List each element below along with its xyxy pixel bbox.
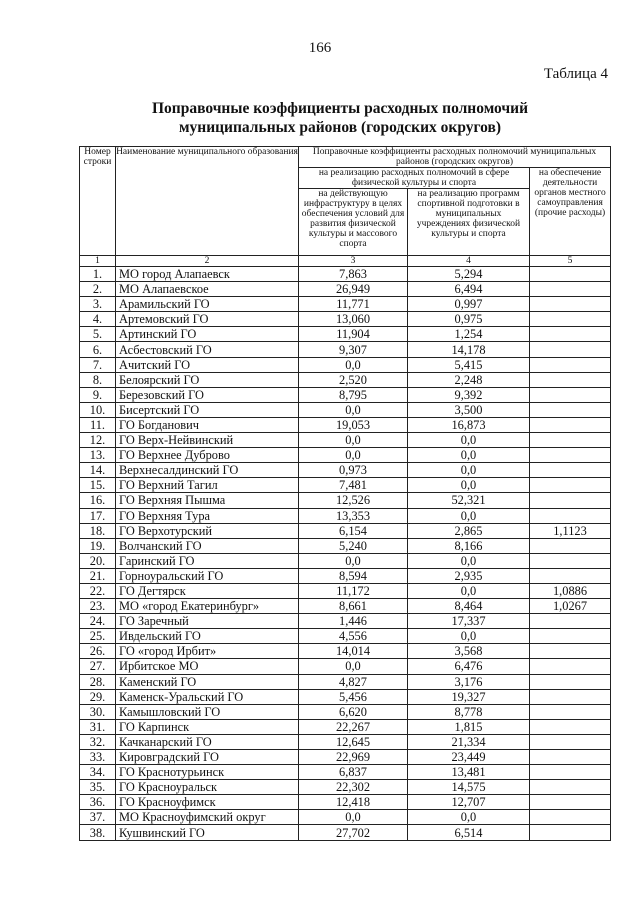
table-row (80, 297, 611, 312)
row-number: 10. (80, 402, 116, 417)
infrastructure-coef: 0,0 (299, 659, 408, 674)
sport-training-coef: 23,449 (408, 750, 530, 765)
row-number: 8. (80, 372, 116, 387)
infrastructure-coef: 7,863 (299, 267, 408, 282)
municipality-name: МО Красноуфимский округ (116, 810, 299, 825)
sport-training-coef: 1,254 (408, 327, 530, 342)
page-number: 166 (308, 40, 332, 56)
infrastructure-coef: 9,307 (299, 342, 408, 357)
column-number-3: 3 (299, 256, 408, 267)
row-number: 21. (80, 568, 116, 583)
local-gov-coef (530, 402, 611, 417)
municipality-name: ГО Заречный (116, 614, 299, 629)
local-gov-coef (530, 825, 611, 840)
municipality-name: МО Алапаевское (116, 282, 299, 297)
table-row (80, 553, 611, 568)
municipality-name: Арамильский ГО (116, 297, 299, 312)
coefficients-table (79, 146, 611, 841)
table-row (80, 402, 611, 417)
title-line-2: муниципальных районов (городских округов) (178, 119, 502, 136)
municipality-name: Верхнесалдинский ГО (116, 463, 299, 478)
sport-training-coef: 52,321 (408, 493, 530, 508)
municipality-name: Каменск-Уральский ГО (116, 689, 299, 704)
infrastructure-coef: 6,837 (299, 765, 408, 780)
table-row (80, 614, 611, 629)
local-gov-coef (530, 614, 611, 629)
row-number: 18. (80, 523, 116, 538)
sport-training-coef: 2,865 (408, 523, 530, 538)
table-row (80, 825, 611, 840)
table-row (80, 599, 611, 614)
table-row (80, 568, 611, 583)
sport-training-coef: 6,494 (408, 282, 530, 297)
row-number: 5. (80, 327, 116, 342)
row-number: 36. (80, 795, 116, 810)
municipality-name: Кушвинский ГО (116, 825, 299, 840)
municipality-name: ГО Верхний Тагил (116, 478, 299, 493)
local-gov-coef: 1,1123 (530, 523, 611, 538)
municipality-name: Ирбитское МО (116, 659, 299, 674)
sport-training-coef: 1,815 (408, 719, 530, 734)
row-number: 30. (80, 704, 116, 719)
sport-training-coef: 3,176 (408, 674, 530, 689)
infrastructure-coef: 22,267 (299, 719, 408, 734)
row-number: 23. (80, 599, 116, 614)
local-gov-coef (530, 644, 611, 659)
row-number: 7. (80, 357, 116, 372)
infrastructure-coef: 13,060 (299, 312, 408, 327)
infrastructure-coef: 12,418 (299, 795, 408, 810)
local-gov-coef: 1,0886 (530, 583, 611, 598)
sport-training-coef: 0,0 (408, 810, 530, 825)
row-number: 29. (80, 689, 116, 704)
column-number-1: 1 (80, 256, 116, 267)
municipality-name: ГО Карпинск (116, 719, 299, 734)
sport-training-coef: 2,935 (408, 568, 530, 583)
row-number: 37. (80, 810, 116, 825)
table-row (80, 417, 611, 432)
sport-training-coef: 17,337 (408, 614, 530, 629)
column-number-2: 2 (116, 256, 299, 267)
sport-training-coef: 0,975 (408, 312, 530, 327)
sport-training-coef: 14,575 (408, 780, 530, 795)
table-row (80, 327, 611, 342)
table-row (80, 629, 611, 644)
sport-training-coef: 6,476 (408, 659, 530, 674)
local-gov-coef (530, 387, 611, 402)
sport-training-coef: 0,0 (408, 508, 530, 523)
table-row (80, 795, 611, 810)
municipality-name: ГО Верхотурский (116, 523, 299, 538)
row-number: 13. (80, 448, 116, 463)
infrastructure-coef: 0,0 (299, 433, 408, 448)
row-number: 9. (80, 387, 116, 402)
infrastructure-coef: 0,0 (299, 402, 408, 417)
title-line-1: Поправочные коэффициенты расходных полномочий (151, 100, 529, 117)
local-gov-coef (530, 734, 611, 749)
row-number: 14. (80, 463, 116, 478)
row-number: 22. (80, 583, 116, 598)
sport-training-coef: 0,0 (408, 553, 530, 568)
infrastructure-coef: 11,172 (299, 583, 408, 598)
infrastructure-coef: 2,520 (299, 372, 408, 387)
table-row (80, 508, 611, 523)
row-number: 15. (80, 478, 116, 493)
local-gov-coef (530, 674, 611, 689)
infrastructure-coef: 11,904 (299, 327, 408, 342)
local-gov-coef (530, 508, 611, 523)
local-gov-coef (530, 357, 611, 372)
local-gov-coef (530, 765, 611, 780)
local-gov-coef (530, 327, 611, 342)
municipality-name: Асбестовский ГО (116, 342, 299, 357)
municipality-name: ГО Верхняя Пышма (116, 493, 299, 508)
row-number: 26. (80, 644, 116, 659)
municipality-name: Горноуральский ГО (116, 568, 299, 583)
infrastructure-coef: 8,594 (299, 568, 408, 583)
infrastructure-coef: 26,949 (299, 282, 408, 297)
sport-training-coef: 19,327 (408, 689, 530, 704)
infrastructure-coef: 6,620 (299, 704, 408, 719)
row-number: 24. (80, 614, 116, 629)
municipality-name: Кировградский ГО (116, 750, 299, 765)
infrastructure-coef: 0,0 (299, 553, 408, 568)
infrastructure-coef: 4,556 (299, 629, 408, 644)
local-gov-coef (530, 795, 611, 810)
local-gov-coef (530, 372, 611, 387)
sport-training-coef: 6,514 (408, 825, 530, 840)
row-number: 17. (80, 508, 116, 523)
row-number: 33. (80, 750, 116, 765)
local-gov-coef (530, 659, 611, 674)
municipality-name: МО «город Екатеринбург» (116, 599, 299, 614)
municipality-name: ГО Верхнее Дуброво (116, 448, 299, 463)
table-row (80, 750, 611, 765)
local-gov-coef (530, 433, 611, 448)
column-numbers-row (80, 256, 611, 267)
infrastructure-coef: 19,053 (299, 417, 408, 432)
sport-training-coef: 2,248 (408, 372, 530, 387)
sport-training-coef: 9,392 (408, 387, 530, 402)
row-number: 11. (80, 417, 116, 432)
municipality-name: ГО Дегтярск (116, 583, 299, 598)
table-row (80, 674, 611, 689)
table-row (80, 810, 611, 825)
row-number: 25. (80, 629, 116, 644)
row-number: 34. (80, 765, 116, 780)
local-gov-coef (530, 297, 611, 312)
municipality-name: ГО Краснотурьинск (116, 765, 299, 780)
sport-training-coef: 3,500 (408, 402, 530, 417)
row-number: 6. (80, 342, 116, 357)
sport-training-coef: 14,178 (408, 342, 530, 357)
row-number: 32. (80, 734, 116, 749)
local-gov-coef (530, 568, 611, 583)
table-label: Таблица 4 (543, 66, 608, 82)
table-row (80, 372, 611, 387)
sport-training-coef: 0,0 (408, 478, 530, 493)
municipality-name: Белоярский ГО (116, 372, 299, 387)
table-row (80, 267, 611, 282)
local-gov-coef (530, 417, 611, 432)
infrastructure-coef: 1,446 (299, 614, 408, 629)
row-number: 1. (80, 267, 116, 282)
sport-training-coef: 13,481 (408, 765, 530, 780)
local-gov-coef (530, 780, 611, 795)
table-row (80, 538, 611, 553)
table-row (80, 523, 611, 538)
infrastructure-coef: 0,973 (299, 463, 408, 478)
municipality-name: Бисертский ГО (116, 402, 299, 417)
municipality-name: ГО Красноуфимск (116, 795, 299, 810)
sport-training-coef: 5,415 (408, 357, 530, 372)
local-gov-coef (530, 629, 611, 644)
header-row-number: Номер строки (80, 147, 116, 256)
infrastructure-coef: 4,827 (299, 674, 408, 689)
row-number: 28. (80, 674, 116, 689)
infrastructure-coef: 11,771 (299, 297, 408, 312)
table-row (80, 583, 611, 598)
sport-training-coef: 0,0 (408, 629, 530, 644)
municipality-name: ГО Верх-Нейвинский (116, 433, 299, 448)
column-number-5: 5 (530, 256, 611, 267)
header-sport-group: на реализацию расходных полномочий в сфере физической культуры и спорта (299, 168, 530, 189)
infrastructure-coef: 8,795 (299, 387, 408, 402)
row-number: 20. (80, 553, 116, 568)
row-number: 19. (80, 538, 116, 553)
municipality-name: ГО Красноуральск (116, 780, 299, 795)
infrastructure-coef: 12,526 (299, 493, 408, 508)
local-gov-coef (530, 478, 611, 493)
table-row (80, 704, 611, 719)
table-row (80, 689, 611, 704)
table-row (80, 765, 611, 780)
municipality-name: Качканарский ГО (116, 734, 299, 749)
header-municipality: Наименование муниципального образования (116, 147, 299, 256)
table-row (80, 433, 611, 448)
infrastructure-coef: 13,353 (299, 508, 408, 523)
local-gov-coef (530, 342, 611, 357)
infrastructure-coef: 27,702 (299, 825, 408, 840)
municipality-name: Артемовский ГО (116, 312, 299, 327)
municipality-name: Гаринский ГО (116, 553, 299, 568)
row-number: 38. (80, 825, 116, 840)
row-number: 3. (80, 297, 116, 312)
local-gov-coef (530, 704, 611, 719)
sport-training-coef: 0,0 (408, 433, 530, 448)
table-row (80, 493, 611, 508)
sport-training-coef: 3,568 (408, 644, 530, 659)
municipality-name: ГО Верхняя Тура (116, 508, 299, 523)
table-row (80, 448, 611, 463)
municipality-name: ГО «город Ирбит» (116, 644, 299, 659)
table-row (80, 357, 611, 372)
local-gov-coef (530, 267, 611, 282)
sport-training-coef: 8,464 (408, 599, 530, 614)
infrastructure-coef: 6,154 (299, 523, 408, 538)
header-infrastructure: на действующую инфраструктуру в целях обеспечения условий для развития физической культуры и массового спорта (299, 189, 408, 256)
local-gov-coef (530, 448, 611, 463)
local-gov-coef (530, 553, 611, 568)
local-gov-coef: 1,0267 (530, 599, 611, 614)
table-row (80, 719, 611, 734)
local-gov-coef (530, 538, 611, 553)
infrastructure-coef: 0,0 (299, 448, 408, 463)
infrastructure-coef: 0,0 (299, 810, 408, 825)
municipality-name: ГО Богданович (116, 417, 299, 432)
header-coefficients: Поправочные коэффициенты расходных полномочий муниципальных районов (городских округов) (299, 147, 611, 168)
table-row (80, 282, 611, 297)
column-number-4: 4 (408, 256, 530, 267)
local-gov-coef (530, 463, 611, 478)
infrastructure-coef: 22,969 (299, 750, 408, 765)
local-gov-coef (530, 689, 611, 704)
row-number: 4. (80, 312, 116, 327)
sport-training-coef: 21,334 (408, 734, 530, 749)
table-row (80, 644, 611, 659)
infrastructure-coef: 14,014 (299, 644, 408, 659)
table-title (80, 99, 600, 137)
municipality-name: Камышловский ГО (116, 704, 299, 719)
municipality-name: МО город Алапаевск (116, 267, 299, 282)
sport-training-coef: 0,0 (408, 463, 530, 478)
sport-training-coef: 0,0 (408, 448, 530, 463)
sport-training-coef: 8,778 (408, 704, 530, 719)
local-gov-coef (530, 493, 611, 508)
row-number: 31. (80, 719, 116, 734)
row-number: 2. (80, 282, 116, 297)
row-number: 16. (80, 493, 116, 508)
infrastructure-coef: 22,302 (299, 780, 408, 795)
row-number: 12. (80, 433, 116, 448)
local-gov-coef (530, 312, 611, 327)
table-row (80, 387, 611, 402)
table-row (80, 478, 611, 493)
municipality-name: Березовский ГО (116, 387, 299, 402)
municipality-name: Артинский ГО (116, 327, 299, 342)
table-row (80, 780, 611, 795)
local-gov-coef (530, 719, 611, 734)
infrastructure-coef: 5,456 (299, 689, 408, 704)
row-number: 35. (80, 780, 116, 795)
infrastructure-coef: 0,0 (299, 357, 408, 372)
municipality-name: Каменский ГО (116, 674, 299, 689)
infrastructure-coef: 12,645 (299, 734, 408, 749)
local-gov-coef (530, 750, 611, 765)
table-row (80, 734, 611, 749)
header-sport-training: на реализацию программ спортивной подготовки в муниципальных учреждениях физической культуры и спорта (408, 189, 530, 256)
infrastructure-coef: 7,481 (299, 478, 408, 493)
municipality-name: Волчанский ГО (116, 538, 299, 553)
local-gov-coef (530, 282, 611, 297)
sport-training-coef: 8,166 (408, 538, 530, 553)
sport-training-coef: 12,707 (408, 795, 530, 810)
header-local-gov: на обеспечение деятельности органов местного самоуправления (прочие расходы) (530, 168, 611, 256)
sport-training-coef: 16,873 (408, 417, 530, 432)
municipality-name: Ивдельский ГО (116, 629, 299, 644)
table-row (80, 659, 611, 674)
sport-training-coef: 0,0 (408, 583, 530, 598)
table-row (80, 312, 611, 327)
infrastructure-coef: 5,240 (299, 538, 408, 553)
table-row (80, 463, 611, 478)
local-gov-coef (530, 810, 611, 825)
sport-training-coef: 0,997 (408, 297, 530, 312)
sport-training-coef: 5,294 (408, 267, 530, 282)
row-number: 27. (80, 659, 116, 674)
infrastructure-coef: 8,661 (299, 599, 408, 614)
municipality-name: Ачитский ГО (116, 357, 299, 372)
table-row (80, 342, 611, 357)
